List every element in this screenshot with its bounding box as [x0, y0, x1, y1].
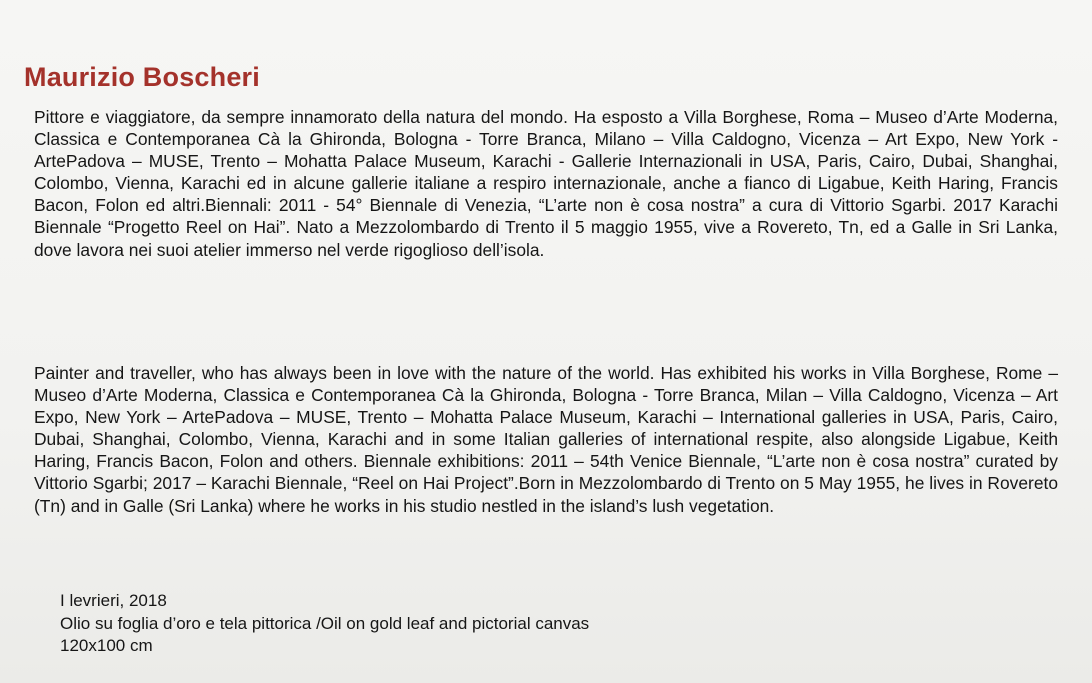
artwork-medium: Olio su foglia d’oro e tela pittorica /Oil on gold leaf and pictorial canvas	[60, 613, 590, 633]
artwork-dimensions: 120x100 cm	[60, 636, 153, 655]
bio-english: Painter and traveller, who has always been in love with the nature of the world. Has exhibited his works in Villa Borghese, Rome – Museo d’Arte Moderna, Classica e Contemporanea Cà la Ghironda, Bologna - Torre Branca, Milan – Villa Caldogno, Vicenza – Art Expo, New York – ArtePadova – MUSE, Trento – Mohatta Palace Museum, Karachi – International galleries in USA, Paris, Cairo, Dubai, Shanghai, Colombo, Vienna, Karachi and in some Italian galleries of international respite, also alongside Ligabue, Keith Haring, Francis Bacon, Folon and others. Biennale exhibitions: 2011 – 54th Venice Biennale, “L’arte non è cosa nostra” curated by Vittorio Sgarbi; 2017 – Karachi Biennale, “Reel on Hai Project”.Born in Mezzolombardo di Trento on 5 May 1955, he lives in Rovereto (Tn) and in Galle (Sri Lanka) where he works in his studio nestled in the island’s lush vegetation.	[34, 363, 1058, 516]
bio-italian: Pittore e viaggiatore, da sempre innamorato della natura del mondo. Ha esposto a Villa Borghese, Roma – Museo d’Arte Moderna, Classica e Contemporanea Cà la Ghironda, Bologna - Torre Branca, Milano – Villa Caldogno, Vicenza – Art Expo, New York - ArtePadova – MUSE, Trento – Mohatta Palace Museum, Karachi - Gallerie Internazionali in USA, Paris, Cairo, Dubai, Shanghai, Colombo, Vienna, Karachi ed in alcune gallerie italiane a respiro internazionale, anche a fianco di Ligabue, Keith Haring, Francis Bacon, Folon ed altri.Biennali: 2011 - 54° Biennale di Venezia, “L’arte non è cosa nostra” a cura di Vittorio Sgarbi. 2017 Karachi Biennale “Progetto Reel on Hai”. Nato a Mezzolombardo di Trento il 5 maggio 1955, vive a Rovereto, Tn, ed a Galle in Sri Lanka, dove lavora nei suoi atelier immerso nel verde rigoglioso dell’isola.	[34, 107, 1058, 260]
artist-name: Maurizio Boscheri	[24, 62, 260, 92]
artwork-title-year: I levrieri, 2018	[60, 591, 167, 610]
artwork-caption	[60, 590, 589, 658]
